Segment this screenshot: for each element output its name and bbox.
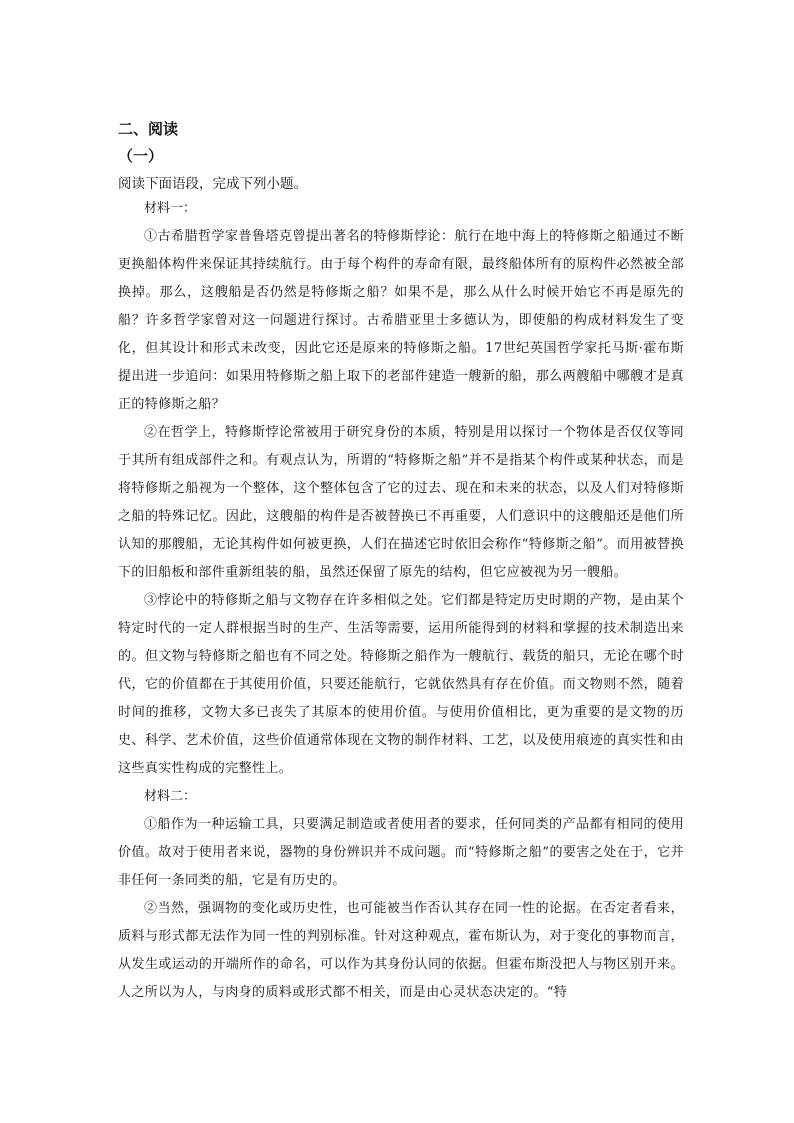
material-two-label: 材料二： <box>144 789 197 804</box>
section-title: 二、阅读 <box>118 120 179 138</box>
material-two-paragraph-2: ②当然，强调物的变化或历史性，也可能被当作否认其存在同一性的论据。在否定者看来，质料与形式都无法作为同一性的判别标准。针对这种观点，霍布斯认为，对于变化的事物而言，从发生或运动的开端所作的命名，可以作为其身份认同的依据。但霍布斯没把人与物区别开来。人之所以为人，与肉身的质料或形式都不相关，而是由心灵状态决定的。“特 <box>118 901 684 1000</box>
material-one-label: 材料一： <box>144 201 197 216</box>
material-one-paragraph-3: ③悖论中的特修斯之船与文物存在许多相似之处。它们都是特定历史时期的产物，是由某个特定时代的一定人群根据当时的生产、生活等需要，运用所能得到的材料和掌握的技术制造出来的。但文物与特修斯之船也有不同之处。特修斯之船作为一艘航行、载货的船只，无论在哪个时代，它的价值都在于其使用价值，只要还能航行，它就依然具有存在价值。而文物则不然，随着时间的推移，文物大多已丧失了其原本的使用价值。与使用价值相比，更为重要的是文物的历史、科学、艺术价值，这些价值通常体现在文物的制作材料、工艺，以及使用痕迹的真实性和由这些真实性构成的完整性上。 <box>118 593 684 776</box>
material-one-paragraph-2: ②在哲学上，特修斯悖论常被用于研究身份的本质，特别是用以探讨一个物体是否仅仅等同于其所有组成部件之和。有观点认为，所谓的“特修斯之船”并不是指某个构件或某种状态，而是将特修斯之船视为一个整体，这个整体包含了它的过去、现在和未来的状态，以及人们对特修斯之船的特殊记忆。因此，这艘船的构件是否被替换已不再重要，人们意识中的这艘船还是他们所认知的那艘船，无论其构件如何被更换，人们在描述它时依旧会称作“特修斯之船”。而用被替换下的旧船板和部件重新组装的船，虽然还保留了原先的结构，但它应被视为另一艘船。 <box>118 425 684 580</box>
material-one-paragraph-1: ①古希腊哲学家普鲁塔克曾提出著名的特修斯悖论：航行在地中海上的特修斯之船通过不断更换船体构件来保证其持续航行。由于每个构件的寿命有限，最终船体所有的原构件必然被全部换掉。那么，这艘船是否仍然是特修斯之船？如果不是，那么从什么时候开始它不再是原先的船？许多哲学家曾对这一问题进行探讨。古希腊亚里士多德认为，即使船的构成材料发生了变化，但其设计和形式未改变，因此它还是原来的特修斯之船。17世纪英国哲学家托马斯·霍布斯提出进一步追问：如果用特修斯之船上取下的老部件建造一艘新的船，那么两艘船中哪艘才是真正的特修斯之船？ <box>118 229 684 412</box>
section-subtitle: （一） <box>118 147 164 165</box>
material-two-paragraph-1: ①船作为一种运输工具，只要满足制造或者使用者的要求，任何同类的产品都有相同的使用价值。故对于使用者来说，器物的身份辨识并不成问题。而“特修斯之船”的要害之处在于，它并非任何一条同类的船，它是有历史的。 <box>118 817 684 888</box>
instruction-text: 阅读下面语段，完成下列小题。 <box>118 176 307 192</box>
reading-section <box>118 118 684 1007</box>
